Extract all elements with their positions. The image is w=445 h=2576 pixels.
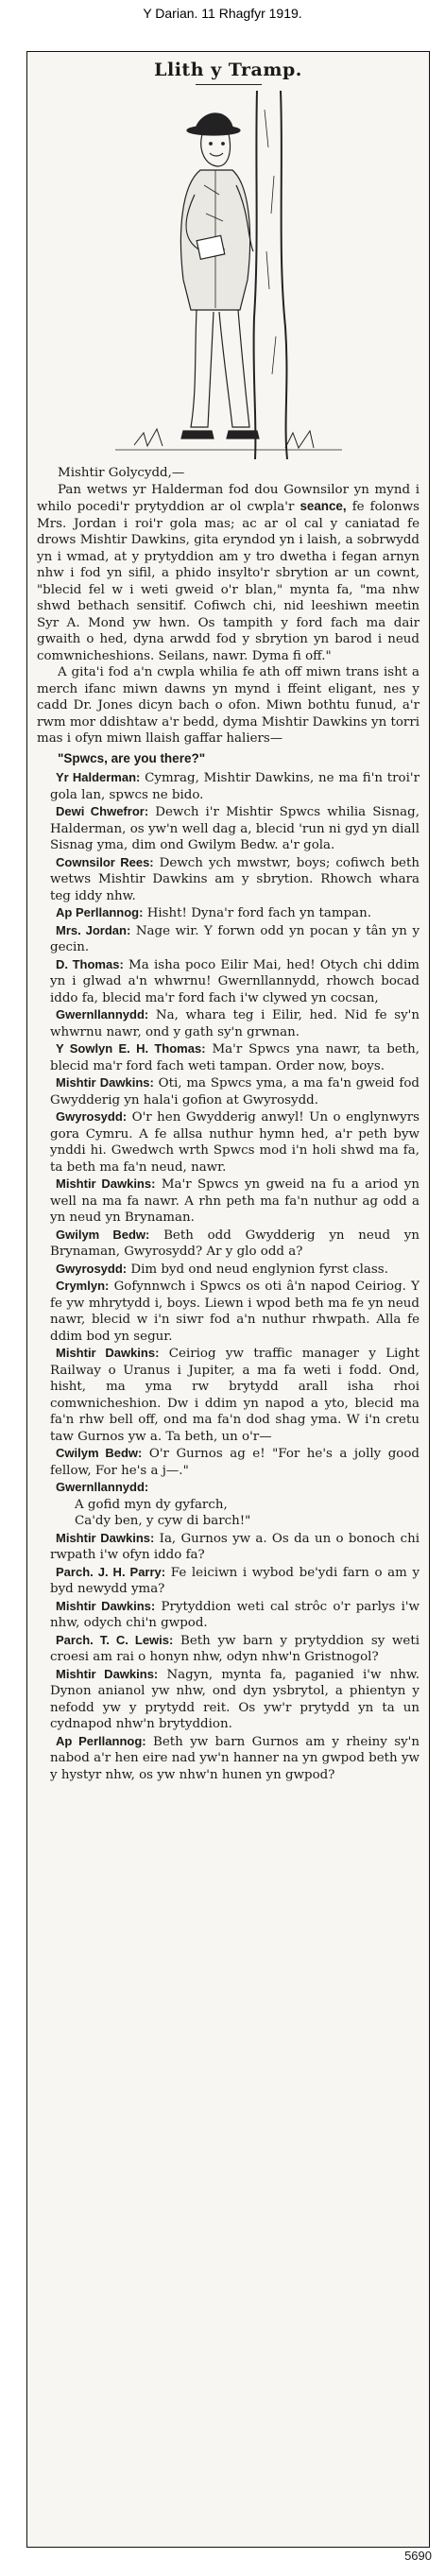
speaker-name: Gwyrosydd:: [56, 1261, 128, 1276]
speech-text: Nagyn, mynta fa, paganied i'w nhw. Dynon anianol yw nhw, ond dyn ysbrytol, a phientyn y nefodd yw y prytydd reit. Os yw'r prytydd yn ta un cydnapod nhw'n brytyddion.: [50, 1667, 419, 1731]
speaker-name: Parch. T. C. Lewis:: [56, 1632, 174, 1647]
spwcs-question: "Spwcs, are you there?": [58, 750, 206, 765]
speaker-name: Mishtir Dawkins:: [56, 1075, 154, 1090]
dialogue-line: [37, 1176, 419, 1227]
article-body: [27, 459, 429, 1783]
speaker-name: Gwernllannydd:: [56, 1480, 149, 1494]
speaker-name: Yr Halderman:: [56, 770, 141, 784]
speech-text: Beth odd Gwydderig yn neud yn Brynaman, Gwyrosydd? Ar y glo odd a?: [50, 1228, 419, 1259]
dialogue-line: [37, 1632, 419, 1666]
speech-text: Cymrag, Mishtir Dawkins, ne ma fi'n troi'r gola lan, spwcs ne bido.: [50, 771, 419, 802]
speaker-name: Mrs. Jordan:: [56, 922, 131, 937]
speech-text: Ma'r Spwcs yn gweid na fu a ariod yn well na ma fa nawr. A rhn peth ma fa'n nuthur ag odd a yn neud yn Brynaman.: [50, 1177, 420, 1225]
dialogue-line: [37, 1564, 419, 1598]
dialogue-line: [37, 769, 419, 803]
speaker-name: Y Sowlyn E. H. Thomas:: [56, 1041, 206, 1056]
dialogue-line: [37, 1733, 419, 1784]
speaker-name: Parch. J. H. Parry:: [56, 1564, 166, 1579]
dialogue-line: [37, 1530, 419, 1564]
intro-paragraph-2: A gita'i fod a'n cwpla whilia fe ath off miwn trans isht a merch ifanc miwn dawns yn mynd i ffeint eligant, nes y cadd Dr. Jones dicyn bach o ofon. Miwn bothtu funud, a'r rwm mor ddishtaw a'r bedd, dyma Mishtir Dawkins yn torri mas i ofyn miwn llaish gaffar haliers—: [37, 665, 419, 746]
page-number: 5690: [404, 2549, 432, 2563]
speaker-name: Mishtir Dawkins:: [56, 1598, 156, 1613]
speech-text: O'r hen Gwydderig anwyl! Un o englynwyrs gora Cymru. A fe allsa nuthur hymn hed, a'r peth byw ynddi hi. Gwedwch wrth Spwcs mod i'n holi shwd ma fa, ta beth ma fa'n neud, nawr.: [50, 1110, 419, 1175]
dialogue-line: [37, 904, 419, 922]
speech-text: Fe leiciwn i wybod be'ydi farn o am y byd newydd yma?: [50, 1565, 420, 1596]
dialogue-line: [37, 956, 419, 1007]
dialogue-line: [37, 1108, 419, 1176]
speaker-name: Gwyrosydd:: [56, 1109, 128, 1124]
title-rule: [196, 84, 262, 85]
speech-text: Dewch i'r Mishtir Spwcs whilia Sisnag, Halderman, os yw'n well dag a, blecid 'run ni gyd yn diall Sisnag yma, dim ond Gwilym Bedw. a'r gola.: [50, 805, 419, 852]
dialogue-line: [37, 1227, 419, 1261]
speaker-name: Gwernllannydd:: [56, 1007, 149, 1022]
speech-text: Oti, ma Spwcs yma, a ma fa'n gweid fod Gwydderig yn hala'i gofion at Gwyrosydd.: [50, 1076, 420, 1108]
speaker-name: Crymlyn:: [56, 1279, 110, 1293]
speech-text: Ma'r Spwcs yna nawr, ta beth, blecid ma'r ford fach weti tampan. Order now, boys.: [50, 1042, 420, 1073]
speech-text: Dim byd ond neud englynion fyrst class.: [130, 1262, 388, 1277]
speaker-name: Dewi Chwefror:: [56, 804, 149, 818]
dialogue-line: [37, 1278, 419, 1345]
speaker-name: Ap Perllannog:: [56, 905, 144, 919]
speech-text: Nage wir. Y forwn odd yn pocan y tân yn y gecin.: [50, 923, 420, 954]
speaker-name: Mishtir Dawkins:: [56, 1176, 156, 1191]
speech-text: Beth yw barn y prytyddion sy weti croesi am rai o honyn nhw, odyn nhw'n Gristnogol?: [50, 1633, 419, 1664]
speaker-name: Gwilym Bedw:: [56, 1227, 150, 1242]
dialogue-line: [37, 854, 419, 905]
speech-text: Beth yw barn Gurnos am y rheiny sy'n nabod a'r hen eire nad yw'n hanner na yn gwpod beth yw y hystyr nhw, os yw nhw'n hunen yn gwpod?: [50, 1734, 419, 1782]
speech-text: O'r Gurnos ag e! "For he's a jolly good fellow, For he's a j—.": [50, 1447, 419, 1478]
dialogue-line: [37, 1040, 419, 1074]
speaker-name: Cownsilor Rees:: [56, 854, 154, 869]
dialogue-line: [37, 1345, 419, 1445]
speech-text: Dewch ych mwstwr, boys; cofiwch beth wetws Mishtir Dawkins am y sbrytion. Rhowch whara teg iddy nhw.: [50, 855, 419, 903]
tramp-illustration: [115, 91, 342, 459]
salutation: Mishtir Golycydd,—: [58, 466, 185, 480]
speech-text: Prytyddion weti cal strôc o'r parlys i'w nhw, odych chi'n gwpod.: [50, 1599, 420, 1630]
speech-text: Ia, Gurnos yw a. Os da un o bonoch chi rwpath i'w ofyn iddo fa?: [50, 1531, 420, 1562]
article-title: Llith y Tramp.: [154, 60, 302, 80]
dialogue-line: [37, 1598, 419, 1632]
dialogue-line: [37, 1261, 419, 1279]
dialogue-line: [37, 1666, 419, 1733]
speech-text: Hisht! Dyna'r ford fach yn tampan.: [146, 906, 371, 920]
speaker-name: Mishtir Dawkins:: [56, 1666, 159, 1681]
speech-text: Ma isha poco Eilir Mai, hed! Otych chi ddim yn i glwad a'n whwrnu! Gwernllannydd, rhowch bocad iddo fa, blecid ma'r ford fach i'w clywed yn cocsan,: [50, 957, 419, 1005]
intro-text-c: fe folonws Mrs. Jordan i roi'r gola mas; ac ar ol cal y caniatad fe drows Mishtir Dawkins, gita eryndod yn i laish, a sobrwydd yn i wmad, at y prytyddion am y tro dwetha i fegan arnyn nhw i fod yn sifil, a phido insylto'r sbrytion ar un cownt, "blecid fel w i weti gweid o'r blan," mynta fa, "ma nhw shwd bethach sensitif. Cofiwch chi, nid leeshiwn meetin Syr A. Mond yw hwn. Os tampith y ford fach ma dair gwaith o hed, dyna arwdd fod y sbrytion yn barod i neud comwnicheshions. Seilans, nawr. Dyma fi off.": [37, 500, 419, 663]
dialogue-line: [37, 922, 419, 956]
speaker-name: Ap Perllannog:: [56, 1733, 146, 1748]
dialogue-line: [37, 1074, 419, 1108]
seance-word: seance,: [300, 499, 347, 513]
speaker-name: D. Thomas:: [56, 956, 124, 971]
verse-line: A gofid myn dy gyfarch,: [75, 1497, 228, 1512]
dialogue-line: [37, 1006, 419, 1040]
source-header: Y Darian. 11 Rhagfyr 1919.: [143, 6, 302, 21]
newspaper-column: [26, 51, 430, 2548]
dialogue-line: [37, 803, 419, 854]
speaker-name: Mishtir Dawkins:: [56, 1530, 155, 1545]
speech-text: Ceiriog yw traffic manager y Light Railway o Uranus i Jupiter, a ma fa weti i fodd. Ond, hisht, ma yma rw brytydd arall isha rhoi comwnicheshion. Dw i ddim yn napod a yto, blecid ma fa'n rhw bell off, ond ma fa'n dod shag yma. W i'n cretu taw Gurnos yw a. Ta beth, un o'r—: [50, 1347, 419, 1444]
speaker-name: Mishtir Dawkins:: [56, 1346, 160, 1360]
speech-text: Gofynnwch i Spwcs os oti â'n napod Ceiriog. Y fe yw mhrytydd i, boys. Liewn i wpod beth ma fe yn neud nawr, blecid w i'n siwr fod a'n nuthur rhwpath. Alla fe ddim bod yn segur.: [50, 1279, 419, 1344]
dialogue-line: [37, 1445, 419, 1479]
verse-line: Ca'dy ben, y cyw di barch!": [75, 1514, 251, 1528]
speech-text: Na, whara teg i Eilir, hed. Nid fe sy'n whwrnu nawr, ond y gath sy'n grwnan.: [50, 1008, 419, 1039]
intro-paragraph-1: [37, 482, 419, 665]
intro-text-a: Pan wetws yr Halderman fod dou Gownsilor yn mynd i whilo pocedi'r prytyddion ar ol cwpla'r: [37, 482, 419, 514]
dialogue-line: [37, 1479, 419, 1497]
speaker-name: Cwilym Bedw:: [56, 1446, 143, 1460]
